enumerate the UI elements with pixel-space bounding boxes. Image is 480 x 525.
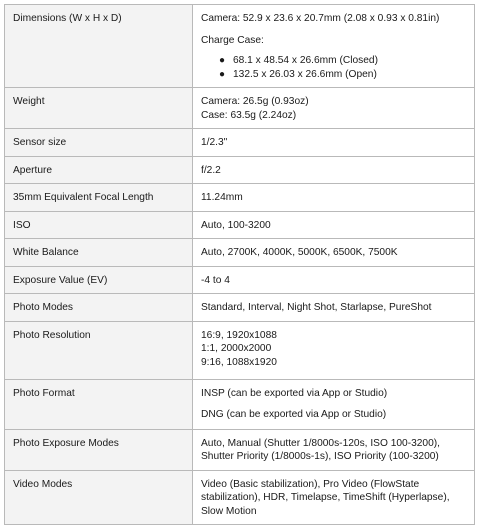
row-label-video-modes: Video Modes	[5, 470, 193, 525]
row-value-focal-length: 11.24mm	[193, 184, 475, 212]
row-value-white-balance: Auto, 2700K, 4000K, 5000K, 6500K, 7500K	[193, 239, 475, 267]
table-row	[5, 239, 475, 267]
row-value-photo-format	[193, 379, 475, 429]
dimensions-case-list	[201, 54, 466, 81]
row-label-photo-format: Photo Format	[5, 379, 193, 429]
row-value-sensor-size: 1/2.3"	[193, 129, 475, 157]
row-value-exposure-value: -4 to 4	[193, 266, 475, 294]
table-row	[5, 211, 475, 239]
dimensions-camera: Camera: 52.9 x 23.6 x 20.7mm (2.08 x 0.93 x 0.81in)	[201, 13, 440, 24]
resolution-16-9: 16:9, 1920x1088	[201, 329, 277, 341]
table-row	[5, 266, 475, 294]
row-label-iso: ISO	[5, 211, 193, 239]
list-item	[219, 68, 466, 82]
table-row	[5, 379, 475, 429]
video-modes-line-3: Slow Motion	[201, 505, 257, 517]
row-value-dimensions	[193, 5, 475, 88]
row-value-photo-modes: Standard, Interval, Night Shot, Starlapse, PureShot	[193, 294, 475, 322]
row-value-aperture: f/2.2	[193, 156, 475, 184]
table-row	[5, 321, 475, 379]
table-row	[5, 429, 475, 470]
row-label-focal-length: 35mm Equivalent Focal Length	[5, 184, 193, 212]
row-value-photo-exposure-modes	[193, 429, 475, 470]
row-value-photo-resolution	[193, 321, 475, 379]
format-dng: DNG (can be exported via App or Studio)	[201, 409, 387, 420]
video-modes-line-1: Video (Basic stabilization), Pro Video (FlowState	[201, 478, 420, 490]
table-row	[5, 184, 475, 212]
exposure-modes-line-2: Shutter Priority (1/8000s-1s), ISO Priority (100-3200)	[201, 451, 439, 462]
resolution-1-1: 1:1, 2000x2000	[201, 343, 272, 354]
row-value-weight	[193, 88, 475, 129]
table-row	[5, 470, 475, 525]
row-label-photo-resolution: Photo Resolution	[5, 321, 193, 379]
row-label-white-balance: White Balance	[5, 239, 193, 267]
spec-table	[4, 4, 475, 525]
table-row	[5, 294, 475, 322]
table-row	[5, 5, 475, 88]
weight-camera: Camera: 26.5g (0.93oz)	[201, 96, 309, 107]
row-value-iso: Auto, 100-3200	[193, 211, 475, 239]
weight-case: Case: 63.5g (2.24oz)	[201, 109, 297, 121]
row-label-photo-exposure-modes: Photo Exposure Modes	[5, 429, 193, 470]
row-label-dimensions: Dimensions (W x H x D)	[5, 5, 193, 88]
row-label-exposure-value: Exposure Value (EV)	[5, 266, 193, 294]
video-modes-line-2: stabilization), HDR, Timelapse, TimeShift (Hyperlapse),	[201, 492, 450, 503]
row-value-video-modes	[193, 470, 475, 525]
bullet-icon: ●	[219, 55, 226, 66]
list-item	[219, 54, 466, 68]
dimensions-charge-case: Charge Case:	[201, 34, 264, 46]
table-row	[5, 129, 475, 157]
row-label-sensor-size: Sensor size	[5, 129, 193, 157]
dimensions-open: 132.5 x 26.03 x 26.6mm (Open)	[233, 68, 377, 80]
dimensions-closed: 68.1 x 48.54 x 26.6mm (Closed)	[233, 55, 378, 66]
bullet-icon: ●	[219, 68, 226, 80]
exposure-modes-line-1: Auto, Manual (Shutter 1/8000s-120s, ISO 100-3200),	[201, 437, 440, 449]
row-label-photo-modes: Photo Modes	[5, 294, 193, 322]
table-row	[5, 88, 475, 129]
table-row	[5, 156, 475, 184]
format-insp: INSP (can be exported via App or Studio)	[201, 387, 388, 399]
row-label-aperture: Aperture	[5, 156, 193, 184]
row-label-weight: Weight	[5, 88, 193, 129]
resolution-9-16: 9:16, 1088x1920	[201, 356, 277, 368]
